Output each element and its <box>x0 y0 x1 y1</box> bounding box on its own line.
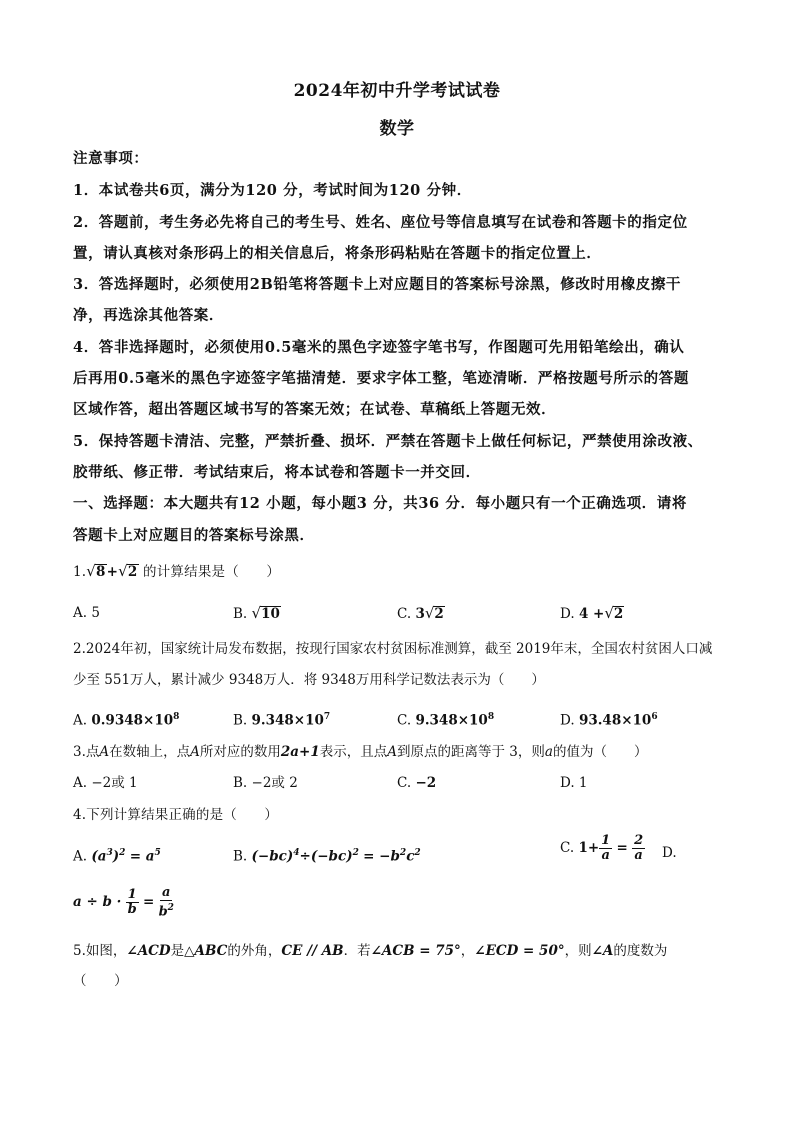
q1-option-d-prefix: 4 + <box>578 606 605 622</box>
q4-option-d-fraction-1 <box>126 888 139 917</box>
q1-option-c-radicand: 2 <box>434 606 444 622</box>
q3-point-a: A <box>99 744 110 760</box>
q4-option-a-result: = a <box>129 848 155 865</box>
q5-text-2: 是 <box>170 943 185 959</box>
q4-option-d-equals: = <box>142 894 155 911</box>
q5-text-6: 的度数为 <box>613 943 668 959</box>
section-heading-line-1: 一、选择题：本大题共有12 小题，每小题3 分，共36 分．每小题只有一个正确选项．请将 <box>73 495 687 512</box>
notice-item-1: 1．本试卷共6页，满分为120 分，考试时间为120 分钟． <box>73 182 472 199</box>
q4-option-a-expr: (a <box>91 848 107 865</box>
question-3 <box>73 743 733 761</box>
q4-option-b-exp-3: 2 <box>399 848 407 858</box>
exam-title: 2024年初中升学考试试卷 <box>293 81 501 101</box>
fraction-denominator-base: b <box>158 904 168 920</box>
question-2-line-2: 少至 551万人，累计减少 9348万人．将 9348万用科学记数法表示为（ ） <box>73 672 545 688</box>
q3-option-c-label: C. <box>397 775 412 791</box>
q2-option-b-exponent: 7 <box>323 712 331 722</box>
q3-text-2: 在数轴上，点 <box>109 744 191 760</box>
q4-option-d <box>73 886 174 919</box>
q1-option-d-label: D. <box>560 606 575 622</box>
q4-option-b-result-c: c <box>406 848 415 865</box>
q4-option-d-fraction-2 <box>159 886 174 919</box>
q4-option-b-exp-1: 4 <box>293 848 300 858</box>
q4-option-c-prefix: 1+ <box>578 840 600 856</box>
q3-expression: 2a+1 <box>280 744 320 760</box>
q4-option-c-equals: = <box>616 840 628 856</box>
q1-option-c <box>397 603 445 624</box>
fraction-denominator: b <box>127 902 137 918</box>
q2-option-a-value: 0.9348×10 <box>91 712 174 729</box>
q1-radicand-2: 2 <box>127 564 138 580</box>
q3-text-4: 表示，且点 <box>319 744 388 760</box>
q4-option-a-paren: ) <box>112 848 120 865</box>
q2-option-c <box>397 707 494 731</box>
q2-option-d-label: D. <box>560 712 575 729</box>
q2-option-c-label: C. <box>397 712 412 729</box>
notice-item-4-line-1: 4．答非选择题时，必须使用0.5毫米的黑色字迹签字笔书写，作图题可先用铅笔绘出，确认 <box>73 339 685 356</box>
sqrt-icon: √ <box>251 604 262 622</box>
q3-point-a: A <box>387 744 397 760</box>
sqrt-icon: √ <box>604 604 614 622</box>
question-1-text: 的计算结果是（ ） <box>143 564 281 580</box>
q2-option-b <box>233 707 330 731</box>
sqrt-icon: √ <box>86 562 97 580</box>
notice-item-3-line-1: 3．答选择题时，必须使用2B铅笔将答题卡上对应题目的答案标号涂黑，修改时用橡皮擦干 <box>73 276 682 293</box>
q1-option-d <box>560 603 624 624</box>
q5-text-4: ．若 <box>343 943 371 959</box>
fraction-denominator-exp: 2 <box>167 903 174 913</box>
q5-parallel: CE // AB <box>281 943 344 959</box>
question-2-line-1: 2.2024年初，国家统计局发布数据，按现行国家农村贫困标准测算，截至 2019年末，全国农村贫困人口减 <box>73 641 713 657</box>
q4-option-a-exp-3: 5 <box>154 848 161 858</box>
fraction-denominator <box>159 901 174 919</box>
q3-option-c-value: −2 <box>415 775 437 791</box>
fraction-numerator: a <box>162 885 171 900</box>
q5-angle-acd: ∠ACD <box>126 943 171 959</box>
q4-option-c-fraction-2 <box>632 834 645 863</box>
q3-option-b-value: −2或 2 <box>251 775 298 791</box>
q4-option-b <box>233 843 421 867</box>
q4-option-b-label: B. <box>233 848 248 865</box>
q3-text-1: 3.点 <box>73 744 100 760</box>
q4-option-b-result: = −b <box>363 848 400 865</box>
q5-angle-ecd: ∠ECD = 50° <box>474 943 565 959</box>
q3-text-5: 到原点的距离等于 3，则 <box>397 744 545 760</box>
q5-comma: ， <box>460 943 475 959</box>
fraction-numerator: 2 <box>634 833 644 848</box>
q3-text-6: 的值为（ ） <box>552 744 648 760</box>
q1-plus: + <box>106 564 119 580</box>
q2-option-a <box>73 707 179 731</box>
q3-option-a-value: −2或 1 <box>91 775 138 791</box>
q3-variable-a: a <box>544 744 553 760</box>
q2-option-b-label: B. <box>233 712 248 729</box>
q4-option-c <box>560 834 645 863</box>
question-5-line-2: （ ） <box>73 973 128 989</box>
q4-option-b-exp-4: 2 <box>414 848 421 858</box>
q5-text-1: 5.如图， <box>73 943 127 959</box>
q3-option-a <box>73 773 138 793</box>
notice-item-4-line-2: 后再用0.5毫米的黑色字迹签字笔描清楚．要求字体工整，笔迹清晰．严格按题号所示的答题 <box>73 370 689 387</box>
section-heading-line-2: 答题卡上对应题目的答案标号涂黑． <box>73 527 315 544</box>
q4-option-a-exp-2: 2 <box>119 848 126 858</box>
question-4: 4.下列计算结果正确的是（ ） <box>73 807 279 823</box>
notice-item-5-line-2: 胶带纸、修正带．考试结束后，将本试卷和答题卡一并交回． <box>73 464 481 481</box>
q2-option-a-label: A. <box>73 712 88 729</box>
q4-option-d-label: D. <box>662 845 677 861</box>
q5-text-5: ，则 <box>564 943 592 959</box>
q4-option-a <box>73 843 161 867</box>
q1-option-d-radicand: 2 <box>613 606 624 622</box>
q1-option-a: A. 5 <box>73 605 100 621</box>
fraction-numerator: 1 <box>127 887 137 903</box>
q3-option-c <box>397 773 436 793</box>
q4-option-a-label: A. <box>73 848 88 865</box>
fraction-denominator: a <box>601 848 610 863</box>
question-1 <box>73 562 733 581</box>
q5-text-3: 的外角， <box>227 943 282 959</box>
q3-text-3: 所对应的数用 <box>199 744 281 760</box>
q5-angle-acb: ∠ACB = 75° <box>370 943 461 959</box>
q3-point-a: A <box>190 744 200 760</box>
q2-option-c-value: 9.348×10 <box>415 712 488 729</box>
q4-option-b-exp-2: 2 <box>352 848 359 858</box>
sqrt-icon: √ <box>424 604 435 622</box>
q3-option-d: D. 1 <box>560 775 588 791</box>
q5-triangle-abc: △ABC <box>184 943 228 959</box>
q1-radicand-1: 8 <box>96 564 106 580</box>
q4-option-c-fraction-1 <box>599 834 612 863</box>
q1-option-c-coef: 3 <box>415 606 425 622</box>
q3-option-b-label: B. <box>233 775 248 791</box>
q2-option-d-exponent: 6 <box>651 712 658 722</box>
question-1-number: 1. <box>73 564 87 580</box>
notice-item-2-line-1: 2．答题前，考生务必先将自己的考生号、姓名、座位号等信息填写在试卷和答题卡的指定位 <box>73 214 688 231</box>
notice-item-4-line-3: 区域作答，超出答题区域书写的答案无效；在试卷、草稿纸上答题无效． <box>73 401 557 418</box>
q4-option-d-prefix: a ÷ b · <box>73 894 122 911</box>
sqrt-icon: √ <box>118 562 128 580</box>
q2-option-a-exponent: 8 <box>173 712 180 722</box>
q2-option-d <box>560 707 658 731</box>
q1-option-c-label: C. <box>397 606 412 622</box>
notice-heading: 注意事项： <box>73 150 149 167</box>
q4-option-c-label: C. <box>560 840 575 856</box>
notice-item-3-line-2: 净，再选涂其他答案． <box>73 307 224 324</box>
q3-option-b <box>233 773 298 793</box>
q2-option-c-exponent: 8 <box>487 712 495 722</box>
q4-option-b-term-1: (−bc) <box>251 848 294 865</box>
q1-option-b <box>233 603 281 624</box>
q2-option-d-value: 93.48×10 <box>578 712 652 729</box>
q1-option-b-label: B. <box>233 606 248 622</box>
q3-option-a-label: A. <box>73 775 88 791</box>
fraction-numerator: 1 <box>601 833 611 848</box>
q1-option-b-radicand: 10 <box>261 606 280 622</box>
q2-option-b-value: 9.348×10 <box>251 712 324 729</box>
notice-item-5-line-1: 5．保持答题卡清洁、完整，严禁折叠、损坏．严禁在答题卡上做任何标记，严禁使用涂改液、 <box>73 433 703 450</box>
question-5 <box>73 942 733 960</box>
q5-angle-a: ∠A <box>591 943 614 959</box>
subject-title: 数学 <box>379 119 415 139</box>
q4-option-a-exp-1: 3 <box>106 848 113 858</box>
q4-option-b-term-2: ÷(−bc) <box>299 848 353 865</box>
fraction-denominator: a <box>634 848 643 863</box>
notice-item-2-line-2: 置，请认真核对条形码上的相关信息后，将条形码粘贴在答题卡的指定位置上． <box>73 245 602 262</box>
